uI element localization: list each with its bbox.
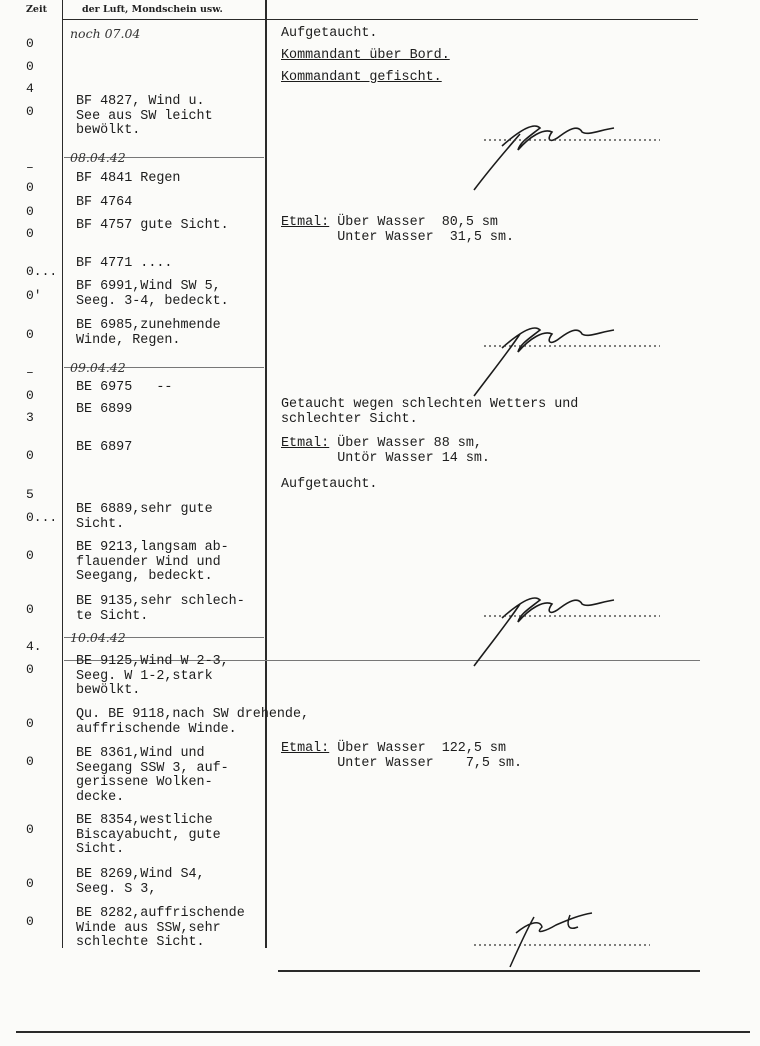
row-time-number: 0': [26, 288, 42, 303]
log-entry: BF 4771 ....: [76, 256, 173, 271]
row-time-number: 0: [26, 716, 34, 731]
etmal-surface-value: Über Wasser 80,5 sm: [329, 215, 498, 230]
etmal-submerged-value: Untör Wasser 14 sm.: [281, 450, 490, 466]
row-time-number: 0: [26, 754, 34, 769]
etmal-block: [281, 742, 522, 771]
log-entry: BF 6991,Wind SW 5, Seeg. 3-4, bedeckt.: [76, 279, 229, 309]
log-entry: BF 4757 gute Sicht.: [76, 218, 229, 233]
date-handwritten: 10.04.42: [70, 630, 126, 645]
date-handwritten: 08.04.42: [70, 150, 126, 165]
etmal-line-surface: [281, 437, 490, 452]
etmal-block: [281, 216, 514, 245]
row-time-number: 0: [26, 226, 34, 241]
row-time-number: 0: [26, 388, 34, 403]
row-time-number: 5: [26, 487, 34, 502]
row-time-number: 0: [26, 36, 34, 51]
etmal-block: [281, 437, 490, 466]
log-entry: BE 6897: [76, 440, 133, 455]
etmal-submerged-value: Unter Wasser 31,5 sm.: [281, 229, 515, 245]
row-time-number: 0...: [26, 510, 58, 525]
row-time-number: 0: [26, 548, 34, 563]
log-entry: BE 9125,Wind W 2-3, Seeg. W 1-2,stark bewölkt.: [76, 654, 229, 699]
log-entry: BF 4827, Wind u. See aus SW leicht bewölkt.: [76, 94, 213, 139]
column-divider-middle: [265, 0, 267, 948]
log-entry: BE 8354,westliche Biscayabucht, gute Sicht.: [76, 813, 221, 858]
log-entry: BE 8282,auffrischende Winde aus SSW,sehr schlechte Sicht.: [76, 906, 245, 951]
log-entry: BE 6899: [76, 402, 133, 417]
row-time-number: 0: [26, 327, 34, 342]
column-divider-left: [62, 0, 63, 948]
etmal-surface-value: Über Wasser 122,5 sm: [329, 741, 507, 756]
remark-entry: Kommandant gefischt.: [281, 70, 442, 85]
log-entry: BE 6985,zunehmende Winde, Regen.: [76, 318, 221, 348]
row-time-number: 0: [26, 876, 34, 891]
log-entry: BE 8269,Wind S4, Seeg. S 3,: [76, 867, 205, 897]
etmal-line-surface: [281, 216, 514, 231]
row-time-number: 4: [26, 81, 34, 96]
etmal-label: Etmal:: [281, 215, 330, 230]
log-entry: BF 4841 Regen: [76, 171, 181, 186]
etmal-surface-value: Über Wasser 88 sm,: [329, 436, 482, 451]
header-zeit-label: Zeit: [26, 4, 47, 15]
log-entry: BE 8361,Wind und Seegang SSW 3, auf- gerissene Wolken- decke.: [76, 746, 229, 805]
log-entry: BE 6975 --: [76, 380, 173, 395]
row-time-number: 0: [26, 822, 34, 837]
remark-entry: Aufgetaucht.: [281, 26, 378, 41]
row-time-number: 0...: [26, 264, 58, 279]
row-time-number: –: [26, 365, 34, 380]
etmal-label: Etmal:: [281, 741, 330, 756]
header-weather-column-label: der Luft, Mondschein usw.: [82, 4, 223, 15]
log-entry: BE 9135,sehr schlech- te Sicht.: [76, 594, 245, 624]
log-entry: BE 6889,sehr gute Sicht.: [76, 502, 213, 532]
row-time-number: 0: [26, 59, 34, 74]
log-entry: Qu. BE 9118,nach SW drehende, auffrischende Winde.: [76, 707, 310, 737]
header-rule: [62, 19, 698, 20]
row-time-number: 0: [26, 602, 34, 617]
remark-entry: Aufgetaucht.: [281, 477, 378, 492]
bottom-rule: [16, 1031, 750, 1033]
row-time-number: 0: [26, 204, 34, 219]
etmal-line-surface: [281, 742, 522, 757]
row-time-number: 0: [26, 448, 34, 463]
log-entry: BF 4764: [76, 195, 133, 210]
row-time-number: 0: [26, 662, 34, 677]
remark-entry: Kommandant über Bord.: [281, 48, 450, 63]
log-entry: BE 9213,langsam ab- flauender Wind und Seegang, bedeckt.: [76, 540, 229, 585]
row-time-number: 0: [26, 104, 34, 119]
etmal-submerged-value: Unter Wasser 7,5 sm.: [281, 755, 523, 771]
etmal-label: Etmal:: [281, 436, 330, 451]
date-handwritten: noch 07.04: [70, 26, 141, 41]
signature-icon: [460, 312, 690, 402]
row-time-number: –: [26, 160, 34, 175]
row-time-number: 3: [26, 410, 34, 425]
row-time-number: 4.: [26, 639, 42, 654]
date-handwritten: 09.04.42: [70, 360, 126, 375]
signature-icon: [470, 905, 670, 975]
remark-entry: Getaucht wegen schlechten Wetters und schlechter Sicht.: [281, 397, 579, 427]
row-time-number: 0: [26, 180, 34, 195]
signature-icon: [460, 106, 690, 196]
row-time-number: 0: [26, 914, 34, 929]
signature-icon: [460, 582, 690, 672]
